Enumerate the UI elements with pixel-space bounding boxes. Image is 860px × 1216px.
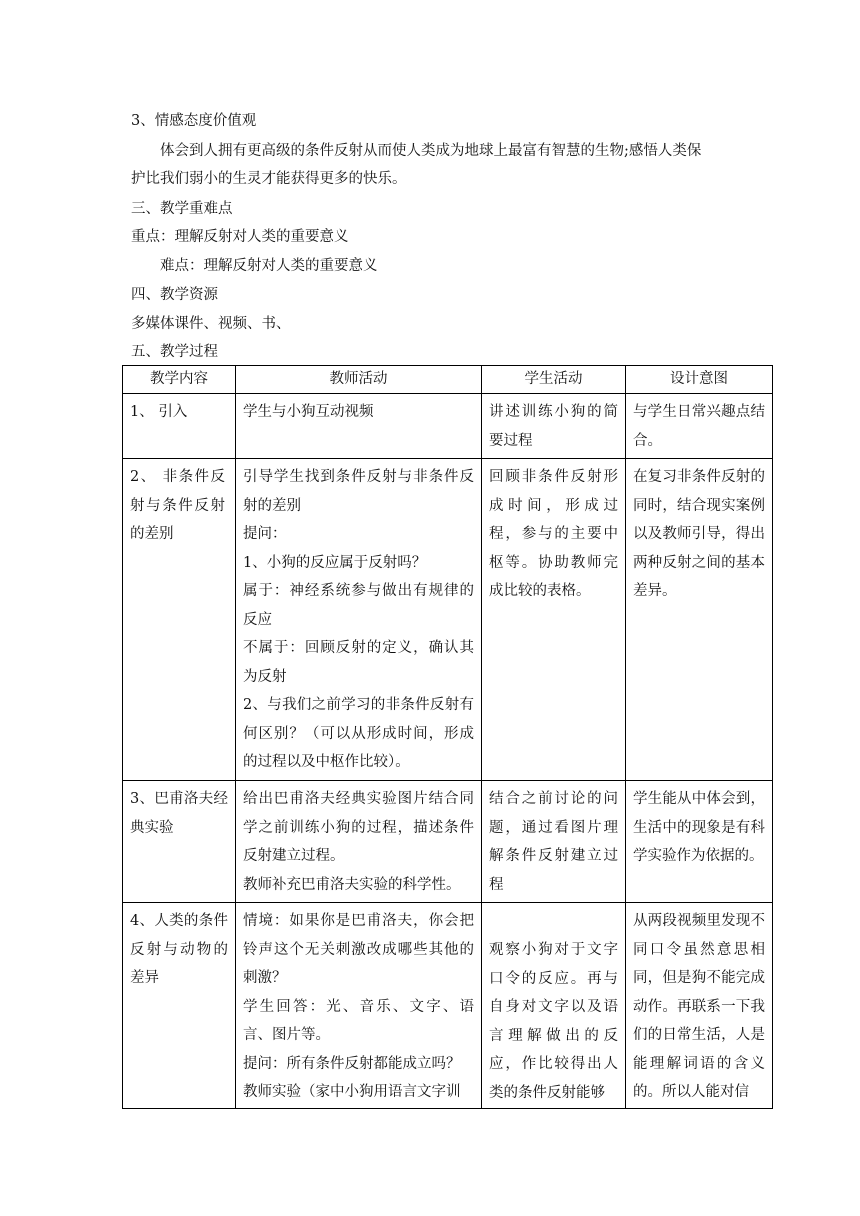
cell-student: 回顾非条件反射形成时间，形成过程，参与的主要中枢等。协助教师完成比较的表格。 [482,459,626,781]
cell-intent: 从两段视频里发现不同口令虽然意思相同，但是狗不能完成动作。再联系一下我们的日常生活，人是能理解词语的含义的。所以人能对信 [626,903,773,1109]
key-point-text: 重点：理解反射对人类的重要意义 [131,229,349,245]
table-row [123,781,773,903]
header-content: 教学内容 [123,366,236,394]
section-heading-key-points: 三、教学重难点 [131,201,233,217]
cell-intent: 学生能从中体会到，生活中的现象是有科学实验作为依据的。 [626,781,773,903]
values-paragraph [131,137,771,193]
table-row [123,903,773,1109]
cell-intent: 与学生日常兴趣点结合。 [626,394,773,459]
teaching-process-table [122,365,773,1109]
cell-teacher: 给出巴甫洛夫经典实验图片结合同学之前训练小狗的过程，描述条件反射建立过程。 教师补充巴甫洛夫实验的科学性。 [236,781,482,903]
header-intent: 设计意图 [626,366,773,394]
header-teacher: 教师活动 [236,366,482,394]
cell-content: 3、巴甫洛夫经典实验 [123,781,236,903]
cell-teacher: 学生与小狗互动视频 [236,394,482,459]
cell-content: 4、人类的条件反射与动物的差异 [123,903,236,1109]
table-row [123,459,773,781]
cell-intent: 在复习非条件反射的同时，结合现实案例以及教师引导，得出两种反射之间的基本差异。 [626,459,773,781]
section-heading-values: 3、情感态度价值观 [131,113,257,129]
cell-content: 1、 引入 [123,394,236,459]
cell-teacher: 情境：如果你是巴甫洛夫，你会把铃声这个无关刺激改成哪些其他的刺激？ 学生回答：光、音乐、文字、语言、图片等。 提问：所有条件反射都能成立吗？ 教师实验（家中小狗用语言文字训 [236,903,482,1109]
section-heading-resources: 四、教学资源 [131,287,218,303]
section-heading-process: 五、教学过程 [131,344,218,360]
cell-student: 讲述训练小狗的简要过程 [482,394,626,459]
header-student: 学生活动 [482,366,626,394]
values-line-2: 护比我们弱小的生灵才能获得更多的快乐。 [131,171,407,187]
cell-student: 观察小狗对于文字口令的反应。再与自身对文字以及语言理解做出的反应，作比较得出人类的条件反射能够 [482,903,626,1109]
cell-student: 结合之前讨论的问题，通过看图片理解条件反射建立过程 [482,781,626,903]
table-row [123,394,773,459]
cell-content: 2、 非条件反射与条件反射的差别 [123,459,236,781]
resources-text: 多媒体课件、视频、书、 [131,316,291,332]
cell-teacher: 引导学生找到条件反射与非条件反射的差别 提问： 1、小狗的反应属于反射吗？ 属于：神经系统参与做出有规律的反应 不属于：回顾反射的定义，确认其为反射 2、与我们之前学习的非条件反射有何区别？（可以从形成时间，形成的过程以及中枢作比较）。 [236,459,482,781]
values-line-1: 体会到人拥有更高级的条件反射从而使人类成为地球上最富有智慧的生物;感悟人类保 [160,143,702,159]
table-header-row [123,366,773,394]
difficult-point-text: 难点：理解反射对人类的重要意义 [160,258,378,274]
